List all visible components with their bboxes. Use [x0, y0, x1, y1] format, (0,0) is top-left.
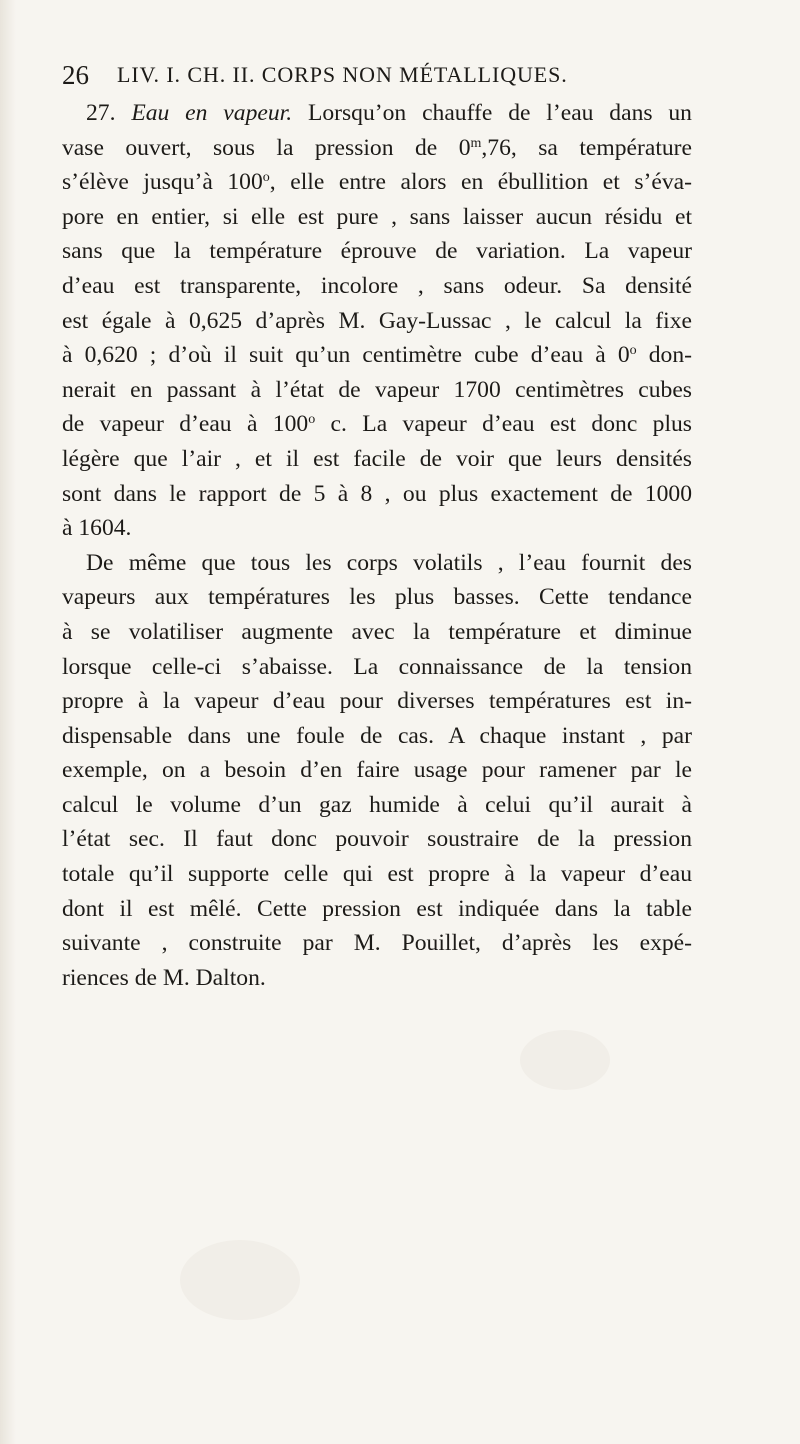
section-heading: Eau en vapeur. — [131, 100, 293, 126]
text-line: lorsque celle-ci s’abaisse. La connaissance de la tension — [62, 653, 692, 680]
superscript: o — [262, 170, 270, 186]
text-line: calcul le volume d’un gaz humide à celui qu’il aurait à — [62, 791, 692, 818]
text-segment: s’élève jusqu’à 100 — [62, 169, 263, 196]
text-line: De même que tous les corps volatils , l’eau fournit des — [86, 549, 692, 576]
text-line: l’état sec. Il faut donc pouvoir soustraire de la pression — [62, 826, 692, 853]
page-edge-shading — [0, 0, 16, 1444]
text-line: dont il est mêlé. Cette pression est indiquée dans la table — [62, 895, 692, 922]
text-line: nerait en passant à l’état de vapeur 1700 centimètres cubes — [62, 376, 692, 403]
text-line: riences de M. Dalton. — [62, 964, 266, 991]
text-segment: à 0,620 ; d’où il suit qu’un centimètre cube d’eau à 0 — [62, 342, 630, 369]
text-line: totale qu’il supporte celle qui est propre à la vapeur d’eau — [62, 861, 692, 888]
text-segment: ,76, sa température — [481, 134, 692, 161]
text-segment: don- — [636, 342, 692, 369]
text-line: à 1604. — [62, 515, 132, 542]
running-title: LIV. I. CH. II. CORPS NON MÉTALLIQUES. — [117, 62, 568, 87]
paper-stain — [180, 1240, 300, 1320]
text-segment: c. La vapeur d’eau est donc plus — [315, 411, 692, 438]
superscript: o — [308, 412, 316, 428]
text-segment: , elle entre alors en ébullition et s’éva- — [269, 169, 692, 196]
text-line: sont dans le rapport de 5 à 8 , ou plus exactement de 1000 — [62, 480, 692, 507]
text-line: pore en entier, si elle est pure , sans laisser aucun résidu et — [62, 203, 692, 230]
text-line: sans que la température éprouve de variation. La vapeur — [62, 238, 692, 265]
running-head — [62, 57, 690, 97]
text-line: à se volatiliser augmente avec la température et diminue — [62, 618, 692, 645]
text-line: propre à la vapeur d’eau pour diverses températures est in- — [62, 688, 692, 715]
superscript: o — [629, 343, 637, 359]
text-line — [62, 165, 692, 200]
text-line: dispensable dans une foule de cas. A chaque instant , par — [62, 722, 692, 749]
superscript: m — [470, 135, 482, 151]
text-segment: Lorsqu’on chauffe de l’eau dans un — [307, 100, 692, 126]
text-line — [62, 131, 692, 166]
text-line: d’eau est transparente, incolore , sans odeur. Sa densité — [62, 272, 692, 299]
section-number: 27. — [86, 100, 116, 126]
text-line: est égale à 0,625 d’après M. Gay-Lussac , le calcul la fixe — [62, 307, 692, 334]
text-segment: vase ouvert, sous la pression de 0 — [62, 134, 471, 161]
paper-stain — [520, 1030, 610, 1090]
text-line: légère que l’air , et il est facile de voir que leurs densités — [62, 445, 692, 472]
text-line: vapeurs aux températures les plus basses. Cette tendance — [62, 584, 692, 611]
text-segment: de vapeur d’eau à 100 — [62, 411, 309, 438]
text-line — [62, 407, 692, 442]
text-line: suivante , construite par M. Pouillet, d’après les expé- — [62, 930, 692, 957]
page-number: 26 — [62, 60, 89, 90]
text-line — [62, 338, 692, 373]
text-line: exemple, on a besoin d’en faire usage pour ramener par le — [62, 757, 692, 784]
body-text — [62, 96, 692, 995]
text-line — [62, 96, 692, 131]
